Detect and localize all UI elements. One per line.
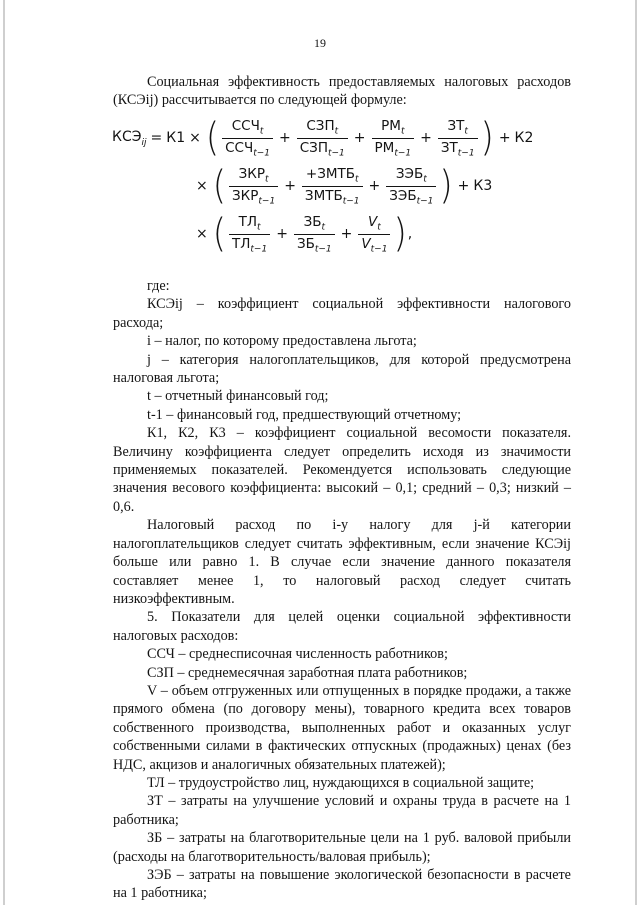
plus-sign: + — [498, 130, 511, 147]
def-v: V – объем отгруженных или отпущенных в порядке продажи, а также прямого обмена (по договору мены), товарного кредита всех товаров собственного производства, выполненных работ и оказанных услуг собственными силами в фактических отпускных (продажных) ценах (без НДС, акцизов и аналогичных обязательных платежей); — [113, 682, 571, 773]
frac-v-den — [358, 234, 390, 255]
zeb-num-sym: ЗЭБ — [395, 166, 424, 182]
coef-k3: К3 — [473, 178, 493, 195]
frac-zt — [438, 118, 478, 158]
frac-zeb — [386, 166, 436, 206]
frac-zeb-num — [393, 166, 430, 186]
body-text — [113, 277, 571, 903]
plus-sign: + — [279, 130, 291, 147]
frac-rm — [372, 118, 415, 158]
formula-line-1 — [112, 115, 534, 162]
sub: t — [321, 222, 326, 233]
plus-sign: + — [340, 226, 353, 243]
where-label: где: — [147, 278, 170, 294]
def-t1: t-1 – финансовый год, предшествующий отчетному; — [147, 406, 462, 423]
frac-zt-den — [438, 138, 478, 159]
def-t: t – отчетный финансовый год; — [147, 388, 329, 405]
zb-num-sym: ЗБ — [303, 214, 322, 230]
frac-ssch-den — [222, 138, 273, 159]
frac-szp — [297, 118, 348, 158]
plus-sign: + — [457, 178, 470, 195]
frac-zb-num — [301, 214, 328, 234]
plus-sign: + — [420, 130, 432, 147]
sub: t — [423, 174, 427, 185]
page-right-edge — [635, 0, 637, 905]
sub: t — [259, 126, 264, 137]
plus-sign: + — [353, 130, 366, 147]
frac-rm-num — [378, 118, 407, 138]
sub: t−1 — [250, 244, 268, 255]
sub: t−1 — [416, 196, 434, 207]
def-zb: ЗБ – затраты на благотворительные цели на 1 руб. валовой прибыли (расходы на благотворительность/валовая прибыль); — [113, 830, 571, 865]
sub: t — [400, 126, 405, 137]
formula-line-2 — [192, 163, 493, 210]
zt-den-sym: ЗТ — [440, 139, 458, 156]
sub: t — [334, 126, 339, 137]
frac-tl — [229, 214, 270, 254]
def-j: j – категория налогоплательщиков, для которой предусмотрена налоговая льгота; — [113, 351, 571, 387]
lhs-subscript: ij — [141, 137, 147, 148]
def-zeb: ЗЭБ – затраты на повышение экологической безопасности в расчете на 1 работника; — [113, 867, 571, 902]
def-i: i – налог, по которому предоставлена льгота; — [147, 333, 417, 350]
szp-den-sym: СЗП — [299, 139, 328, 156]
plus-sign: + — [276, 226, 288, 243]
paren-open: ( — [212, 163, 226, 210]
plus-sign: + — [284, 178, 296, 195]
zt-num-sym: ЗТ — [447, 118, 465, 134]
frac-v-num — [365, 214, 384, 234]
formula-line-3 — [192, 211, 413, 258]
tl-den-sym: ТЛ — [232, 235, 251, 252]
plus-sign: + — [368, 178, 381, 195]
page-number: 19 — [314, 36, 326, 50]
sub: t — [265, 174, 269, 185]
sub: t — [464, 126, 468, 137]
zkr-den-sym: ЗКР — [232, 187, 259, 204]
frac-tl-num — [236, 214, 264, 234]
sub: t−1 — [457, 148, 475, 159]
intro-paragraph — [113, 73, 571, 110]
frac-zb — [294, 214, 335, 254]
def-ksc: КСЭij – коэффициент социальной эффективности налогового расхода; — [113, 296, 571, 331]
ssch-den-sym: ССЧ — [225, 139, 254, 156]
rm-den-sym: РМ — [374, 139, 395, 156]
frac-tl-den — [229, 234, 270, 255]
ssch-num-sym: ССЧ — [231, 118, 260, 134]
paren-open: ( — [212, 211, 226, 258]
def-szp: СЗП – среднемесячная заработная плата работников; — [147, 664, 468, 681]
tax-effect-paragraph: Налоговый расход по i-у налогу для j-й категории налогоплательщиков следует считать эффективным, если значение КСЭij больше или равно 1. В случае если значение данного показателя составляет менее 1, то налоговый расход следует считать низкоэффективным. — [113, 517, 571, 607]
formula-lhs — [112, 129, 147, 148]
frac-ssch-num — [229, 118, 267, 138]
formula-comma: , — [407, 226, 413, 243]
formula — [112, 115, 582, 268]
coef-k2: К2 — [514, 130, 534, 147]
def-ssch: ССЧ – среднесписочная численность работников; — [147, 646, 448, 663]
paren-open: ( — [205, 115, 220, 162]
sub: t−1 — [370, 244, 388, 255]
frac-rm-den — [372, 138, 415, 159]
frac-v — [358, 214, 390, 254]
times-sign: × — [196, 178, 208, 195]
frac-zb-den — [294, 234, 335, 255]
zkr-num-sym: ЗКР — [238, 166, 266, 182]
sub: t−1 — [258, 196, 276, 207]
def-zt: ЗТ – затраты на улучшение условий и охраны труда в расчете на 1 работника; — [113, 793, 571, 828]
szp-num-sym: СЗП — [306, 118, 335, 134]
frac-zt-num — [444, 118, 470, 138]
paren-close: ) — [393, 211, 407, 258]
frac-zkr-num — [236, 166, 272, 186]
frac-zkr — [229, 166, 278, 206]
frac-zkr-den — [229, 186, 278, 207]
tl-num-sym: ТЛ — [238, 214, 258, 230]
times-sign: × — [196, 226, 208, 243]
sub: t — [355, 174, 359, 185]
sub: t−1 — [314, 244, 332, 255]
sub: t — [377, 222, 381, 233]
frac-ssch — [222, 118, 273, 158]
frac-szp-num — [303, 118, 341, 138]
section-5-heading: 5. Показатели для целей оценки социальной эффективности налоговых расходов: — [113, 609, 571, 644]
zmtb-num-sym: +ЗМТБ — [305, 166, 356, 182]
times-sign: × — [189, 130, 201, 147]
v-den-sym: V — [361, 235, 371, 252]
v-num-sym: V — [368, 214, 378, 230]
lhs-symbol: КСЭ — [112, 128, 142, 145]
frac-zmtb-den — [302, 186, 363, 207]
sub: t — [257, 222, 261, 233]
zmtb-den-sym: ЗМТБ — [304, 187, 343, 204]
frac-zeb-den — [386, 186, 436, 207]
sub: t−1 — [327, 148, 345, 159]
def-tl: ТЛ – трудоустройство лиц, нуждающихся в социальной защите; — [147, 774, 535, 791]
def-k-coefficients: К1, К2, К3 – коэффициент социальной весомости показателя. Величину коэффициента следует определить исходя из значимости применяемых показателей. Рекомендуется использовать следующие значения весового коэффициента: высокий – 0,1; средний – 0,3; низкий – 0,6. — [113, 425, 571, 515]
frac-zmtb-num — [303, 166, 362, 186]
coef-k1: К1 — [166, 130, 186, 147]
sub: t−1 — [394, 148, 412, 159]
rm-num-sym: РМ — [381, 118, 401, 134]
sub: t−1 — [342, 196, 360, 207]
frac-szp-den — [297, 138, 348, 159]
intro-text: Социальная эффективность предоставляемых налоговых расходов (КСЭij) рассчитывается по следующей формуле: — [113, 74, 571, 109]
zeb-den-sym: ЗЭБ — [389, 187, 417, 204]
equals-sign: = — [150, 130, 163, 147]
page-left-edge — [3, 0, 5, 905]
paren-close: ) — [480, 115, 494, 162]
paren-close: ) — [439, 163, 453, 210]
zb-den-sym: ЗБ — [296, 235, 315, 252]
sub: t−1 — [253, 148, 271, 159]
frac-zmtb — [302, 166, 363, 206]
